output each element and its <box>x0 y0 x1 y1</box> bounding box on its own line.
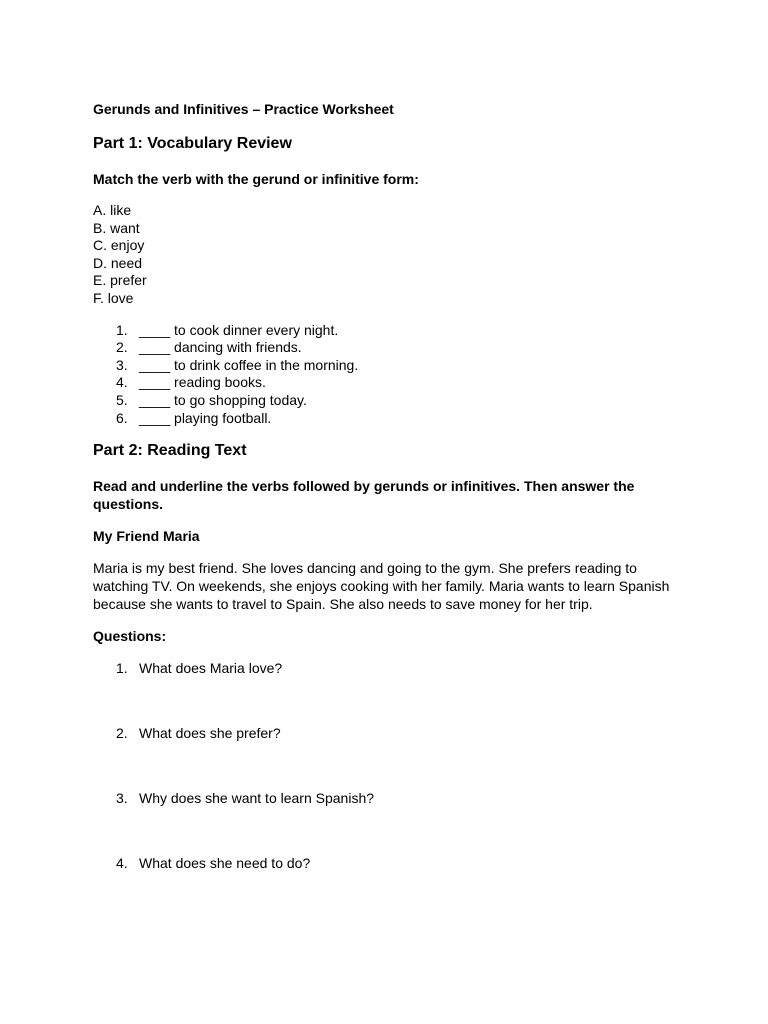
question-number: 1. <box>116 660 128 677</box>
item-text: ____ to drink coffee in the morning. <box>139 356 359 373</box>
story-title: My Friend Maria <box>93 528 200 545</box>
matching-item <box>93 374 673 392</box>
matching-item <box>93 357 673 375</box>
part2-heading: Part 2: Reading Text <box>93 442 247 460</box>
matching-item <box>93 392 673 410</box>
questions-list <box>93 659 673 872</box>
question-item <box>93 789 673 807</box>
verb-options-list <box>93 202 673 308</box>
part1-instruction: Match the verb with the gerund or infinitive form: <box>93 171 419 187</box>
worksheet-page <box>93 101 673 872</box>
matching-item <box>93 410 673 428</box>
question-text: What does she prefer? <box>139 725 281 742</box>
item-text: ____ to cook dinner every night. <box>139 321 339 338</box>
item-number: 2. <box>116 339 128 356</box>
item-number: 1. <box>116 321 128 338</box>
item-number: 5. <box>116 391 128 408</box>
question-item <box>93 854 673 872</box>
item-number: 6. <box>116 409 128 426</box>
question-item <box>93 724 673 742</box>
question-text: What does Maria love? <box>139 660 283 677</box>
verb-option: D. need <box>93 254 143 271</box>
matching-item <box>93 339 673 357</box>
verb-option: A. like <box>93 202 132 218</box>
question-text: Why does she want to learn Spanish? <box>139 790 375 807</box>
matching-item <box>93 322 673 340</box>
question-text: What does she need to do? <box>139 855 311 872</box>
item-number: 3. <box>116 356 128 373</box>
question-number: 3. <box>116 790 128 807</box>
verb-option: B. want <box>93 219 140 236</box>
worksheet-title: Gerunds and Infinitives – Practice Worksheet <box>93 101 394 117</box>
matching-items-list <box>93 322 673 428</box>
questions-label: Questions: <box>93 628 167 645</box>
question-number: 4. <box>116 855 128 872</box>
question-item <box>93 659 673 677</box>
item-text: ____ dancing with friends. <box>139 339 302 356</box>
question-number: 2. <box>116 725 128 742</box>
verb-option: E. prefer <box>93 272 147 289</box>
verb-option: C. enjoy <box>93 237 145 254</box>
verb-option: F. love <box>93 289 134 306</box>
part1-heading: Part 1: Vocabulary Review <box>93 135 292 152</box>
item-text: ____ reading books. <box>139 374 266 391</box>
item-text: ____ to go shopping today. <box>139 391 307 408</box>
item-text: ____ playing football. <box>139 409 272 426</box>
part2-instruction: Read and underline the verbs followed by gerunds or infinitives. Then answer the questions. <box>93 478 635 513</box>
story-paragraph: Maria is my best friend. She loves dancing and going to the gym. She prefers reading to watching TV. On weekends, she enjoys cooking with her family. Maria wants to learn Spanish because she wants to travel to Spain. She also needs to save money for her trip. <box>93 560 670 613</box>
item-number: 4. <box>116 374 128 391</box>
